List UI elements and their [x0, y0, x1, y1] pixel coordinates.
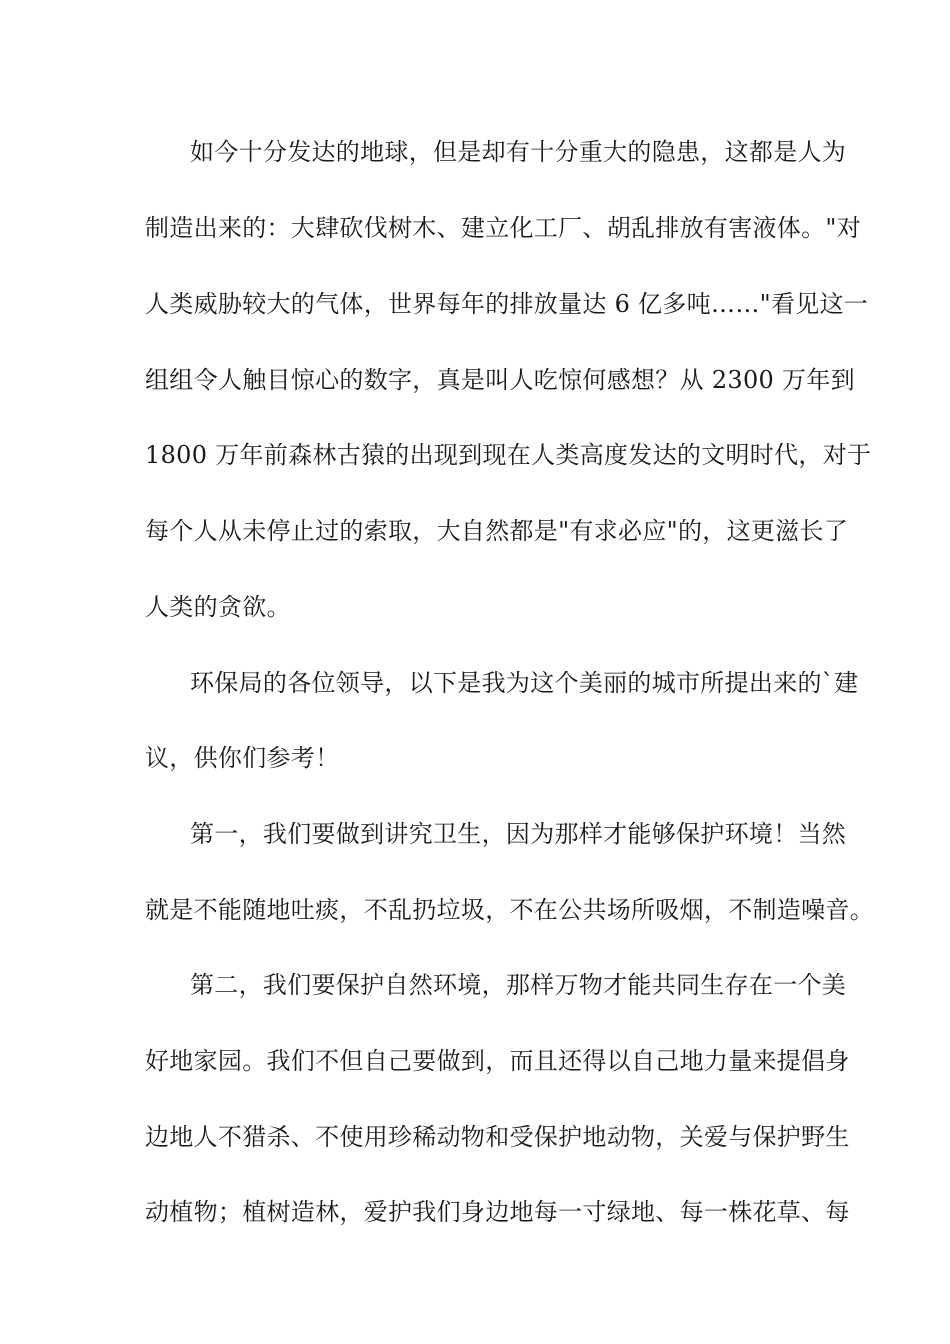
- paragraph-1-line-3: 人类威胁较大的气体，世界每年的排放量达 6 亿多吨……"看见这一: [145, 290, 869, 318]
- paragraph-1-line-1: 如今十分发达的地球，但是却有十分重大的隐患，这都是人为: [190, 138, 847, 166]
- paragraph-3-line-1: 第一，我们要做到讲究卫生，因为那样才能够保护环境！当然: [190, 820, 847, 848]
- paragraph-1-line-6: 每个人从未停止过的索取，大自然都是"有求必应"的，这更滋长了: [145, 517, 849, 545]
- paragraph-1-line-4: 组组令人触目惊心的数字，真是叫人吃惊何感想？从 2300 万年到: [145, 366, 855, 394]
- paragraph-1-line-2: 制造出来的：大肆砍伐树木、建立化工厂、胡乱排放有害液体。"对: [145, 214, 862, 242]
- paragraph-2-line-2: 议，供你们参考！: [145, 744, 340, 772]
- paragraph-4-line-4: 动植物；植树造林，爱护我们身边地每一寸绿地、每一株花草、每: [145, 1198, 850, 1226]
- paragraph-4-line-3: 边地人不猎杀、不使用珍稀动物和受保护地动物，关爱与保护野生: [145, 1123, 850, 1151]
- paragraph-1-line-5: 1800 万年前森林古猿的出现到现在人类高度发达的文明时代，对于: [145, 441, 872, 469]
- paragraph-3-line-2: 就是不能随地吐痰，不乱扔垃圾，不在公共场所吸烟，不制造噪音。: [145, 896, 874, 924]
- paragraph-4-line-2: 好地家园。我们不但自己要做到，而且还得以自己地力量来提倡身: [145, 1047, 850, 1075]
- paragraph-1-line-7: 人类的贪欲。: [145, 593, 291, 621]
- paragraph-2-line-1: 环保局的各位领导，以下是我为这个美丽的城市所提出来的`建: [190, 669, 859, 697]
- paragraph-4-line-1: 第二，我们要保护自然环境，那样万物才能共同生存在一个美: [190, 971, 847, 999]
